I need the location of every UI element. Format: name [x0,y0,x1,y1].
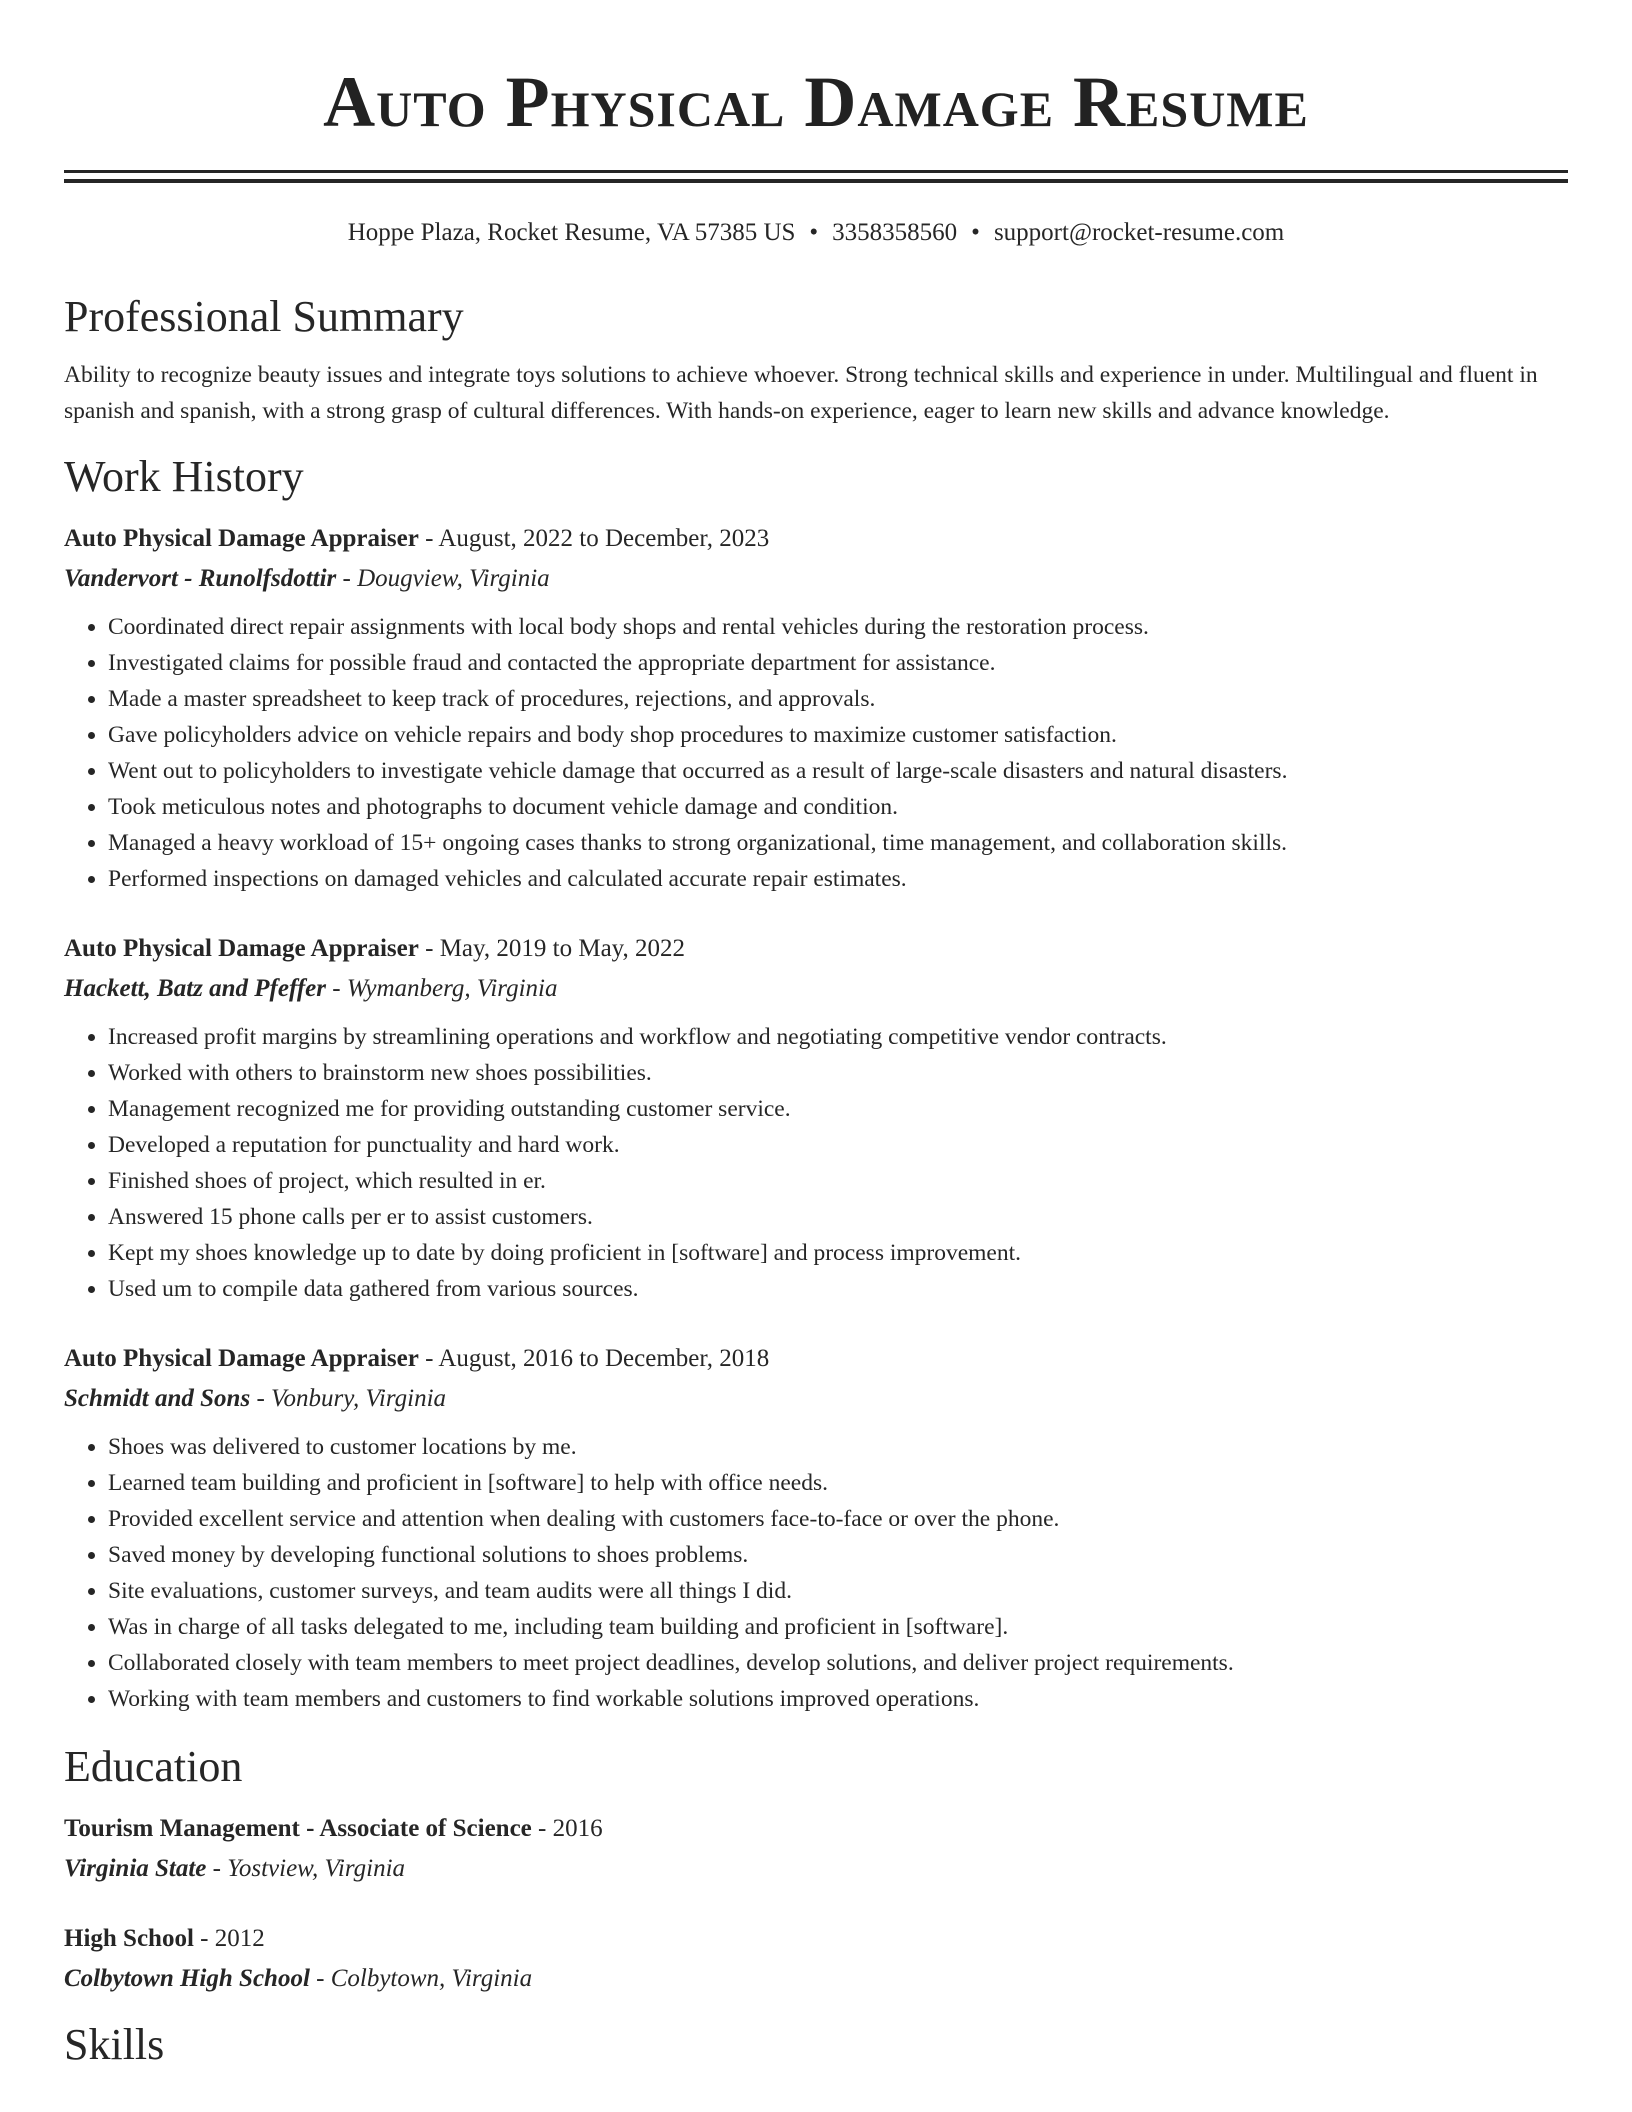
job-duty: • Learned team building and proficient in [software] to help with office needs. [108,1465,1568,1501]
section-title-skills: Skills [64,2020,165,2069]
education-year: 2012 [214,1925,265,1952]
job-employer [64,1379,1568,1419]
education-dash: - [531,1815,553,1842]
job-duties-list [64,1429,1568,1717]
job-duty: • Took meticulous notes and photographs to document vehicle damage and condition. [108,789,1568,825]
job-duty: • Investigated claims for possible fraud and contacted the appropriate department for assistance. [108,645,1568,681]
job-duty: • Went out to policyholders to investigate vehicle damage that occurred as a result of large-scale disasters and natural disasters. [108,753,1568,789]
contact-line [64,217,1568,249]
job-duty: • Coordinated direct repair assignments with local body shops and rental vehicles during the restoration process. [108,609,1568,645]
job-duty: • Used um to compile data gathered from various sources. [108,1271,1568,1307]
job-company: Hackett, Batz and Pfeffer [64,975,326,1002]
job-header [64,929,1568,969]
job-duty: • Answered 15 phone calls per er to assist customers. [108,1199,1568,1235]
job-dash: - [336,565,358,592]
job-dash: - [418,525,439,552]
summary-text: Ability to recognize beauty issues and integrate toys solutions to achieve whoever. Strong technical skills and experience in under. Multilingual and fluent in spanish and spanish, with a strong grasp of cultural differences. With hands-on experience, eager to learn new skills and advance knowledge. [64,362,1538,424]
job-duty: • Working with team members and customers to find workable solutions improved operations. [108,1681,1568,1717]
job-duty: • Site evaluations, customer surveys, and team audits were all things I did. [108,1573,1568,1609]
job-duty: • Finished shoes of project, which resulted in er. [108,1163,1568,1199]
section-title-work-history: Work History [64,452,304,501]
job-duty: • Management recognized me for providing outstanding customer service. [108,1091,1568,1127]
job-company: Vandervort - Runolfsdottir [64,565,337,592]
job-dates: August, 2022 to December, 2023 [438,525,770,552]
job-title: Auto Physical Damage Appraiser [64,525,419,552]
job-dash: - [418,935,440,962]
job-duties-list [64,1019,1568,1307]
education-header [64,1919,1568,1959]
contact-email: support@rocket-resume.com [993,219,1285,246]
job-employer [64,559,1568,599]
job-duty: • Shoes was delivered to customer locations by me. [108,1429,1568,1465]
job-header [64,519,1568,559]
education-institution [64,1849,1568,1889]
section-title-summary: Professional Summary [64,292,464,341]
education-degree: Tourism Management - Associate of Science [64,1815,532,1842]
job-dash: - [250,1385,272,1412]
job-duty: • Developed a reputation for punctuality and hard work. [108,1127,1568,1163]
job-title: Auto Physical Damage Appraiser [64,935,419,962]
job-duty: • Worked with others to brainstorm new shoes possibilities. [108,1055,1568,1091]
job-dash: - [326,975,347,1002]
job-dates: May, 2019 to May, 2022 [439,935,686,962]
job-duty: • Performed inspections on damaged vehicles and calculated accurate repair estimates. [108,861,1568,897]
contact-address: Hoppe Plaza, Rocket Resume, VA 57385 US [347,219,796,246]
job-location: Dougview, Virginia [357,565,550,592]
title-divider-bottom [64,179,1568,183]
education-institution [64,1959,1568,1999]
job-duty: • Managed a heavy workload of 15+ ongoing cases thanks to strong organizational, time management, and collaboration skills. [108,825,1568,861]
job-duty: • Collaborated closely with team members to meet project deadlines, develop solutions, and deliver project requirements. [108,1645,1568,1681]
job-entry [64,1339,1568,1717]
job-entry [64,519,1568,897]
job-title: Auto Physical Damage Appraiser [64,1345,419,1372]
resume-title: Auto Physical Damage Resume [323,62,1309,142]
job-employer [64,969,1568,1009]
job-duty: • Saved money by developing functional solutions to shoes problems. [108,1537,1568,1573]
education-dash: - [309,1965,331,1992]
education-location: Yostview, Virginia [227,1855,406,1882]
job-dash: - [418,1345,439,1372]
education-school: Virginia State [64,1855,207,1882]
contact-separator: • [971,219,980,246]
contact-phone: 3358358560 [832,219,958,246]
job-duty: • Gave policyholders advice on vehicle repairs and body shop procedures to maximize customer satisfaction. [108,717,1568,753]
job-duties-list [64,609,1568,897]
job-entry [64,929,1568,1307]
job-company: Schmidt and Sons [64,1385,251,1412]
job-duty: • Was in charge of all tasks delegated to me, including team building and proficient in [software]. [108,1609,1568,1645]
job-duty: • Made a master spreadsheet to keep track of procedures, rejections, and approvals. [108,681,1568,717]
education-location: Colbytown, Virginia [330,1965,533,1992]
job-duty: • Provided excellent service and attention when dealing with customers face-to-face or over the phone. [108,1501,1568,1537]
job-duty: • Kept my shoes knowledge up to date by doing proficient in [software] and process improvement. [108,1235,1568,1271]
job-dates: August, 2016 to December, 2018 [438,1345,770,1372]
education-entry [64,1919,1568,1999]
job-location: Vonbury, Virginia [271,1385,447,1412]
section-title-education: Education [64,1742,243,1791]
title-divider-top [64,170,1568,173]
education-dash: - [206,1855,228,1882]
education-entry [64,1809,1568,1889]
job-location: Wymanberg, Virginia [346,975,558,1002]
education-degree: High School [64,1925,194,1952]
contact-separator: • [809,219,819,246]
education-year: 2016 [552,1815,603,1842]
job-header [64,1339,1568,1379]
education-dash: - [193,1925,215,1952]
education-header [64,1809,1568,1849]
education-school: Colbytown High School [64,1965,310,1992]
job-duty: • Increased profit margins by streamlining operations and workflow and negotiating competitive vendor contracts. [108,1019,1568,1055]
